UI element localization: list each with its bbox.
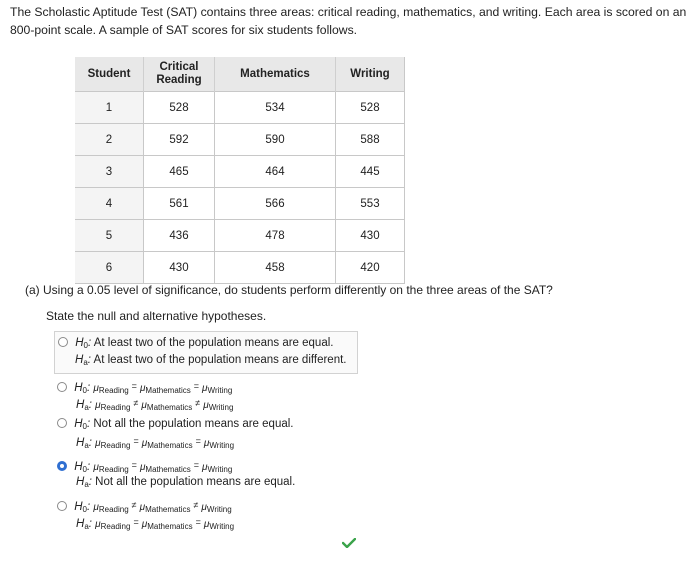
not-equal-sign: ≠ (193, 500, 199, 510)
cell-writing: 528 (336, 92, 405, 124)
option-3-h0-text: Not all the population means are equal. (93, 418, 294, 430)
hypothesis-option-1[interactable] (54, 331, 358, 374)
mu-reading: $\mu_{Reading}$ (95, 400, 131, 412)
equals-sign: = (193, 460, 200, 470)
table-row (75, 252, 405, 284)
mu-writing: $\mu_{Writing}$ (202, 383, 233, 395)
h0-label: $H_0$: (74, 501, 91, 514)
option-1-h0-text: At least two of the population means are equal. (93, 337, 334, 349)
cell-student: 4 (75, 188, 144, 220)
mu-reading: $\mu_{Reading}$ (95, 438, 131, 450)
mu-mathematics: $\mu_{Mathematics}$ (141, 400, 193, 412)
table-row (75, 188, 405, 220)
equals-sign: = (195, 517, 201, 527)
not-equal-sign: ≠ (133, 398, 139, 408)
cell-math: 566 (215, 188, 336, 220)
ha-label: $H_a$: (76, 399, 92, 412)
cell-writing: 430 (336, 220, 405, 252)
mu-writing: $\mu_{Writing}$ (201, 502, 232, 514)
header-student: Student (75, 57, 144, 92)
mu-mathematics: $\mu_{Mathematics}$ (141, 519, 193, 531)
cell-student: 3 (75, 156, 144, 188)
mu-mathematics: $\mu_{Mathematics}$ (141, 438, 193, 450)
cell-student: 5 (75, 220, 144, 252)
h0-label: $H_0$: (74, 382, 91, 395)
equals-sign: = (193, 381, 200, 391)
header-critical-reading (144, 57, 215, 92)
state-hypotheses-prompt: State the null and alternative hypotheses. (46, 309, 267, 323)
cell-reading: 430 (144, 252, 215, 284)
cell-student: 6 (75, 252, 144, 284)
h0-label: $H_0$: (75, 337, 92, 350)
cell-math: 590 (215, 124, 336, 156)
mu-reading: $\mu_{Reading}$ (93, 462, 129, 474)
mu-mathematics: $\mu_{Mathematics}$ (139, 462, 191, 474)
table-row (75, 92, 405, 124)
cell-writing: 420 (336, 252, 405, 284)
h0-label: $H_0$: (74, 461, 91, 474)
cell-reading: 528 (144, 92, 215, 124)
equals-sign: = (133, 517, 139, 527)
header-mathematics: Mathematics (215, 57, 336, 92)
hypothesis-option-4[interactable] (57, 457, 295, 491)
hypothesis-option-3[interactable] (57, 416, 293, 450)
table-header-row (75, 57, 405, 92)
question-a: (a) Using a 0.05 level of significance, do students perform differently on the three areas of the SAT? (25, 283, 553, 297)
radio-option-2[interactable] (57, 382, 67, 392)
equals-sign: = (131, 381, 137, 391)
header-reading-text: Reading (156, 74, 202, 86)
cell-student: 1 (75, 92, 144, 124)
header-writing: Writing (336, 57, 405, 92)
table-row (75, 156, 405, 188)
mu-reading: $\mu_{Reading}$ (95, 519, 131, 531)
mu-writing: $\mu_{Writing}$ (203, 400, 234, 412)
cell-reading: 592 (144, 124, 215, 156)
cell-writing: 445 (336, 156, 405, 188)
equals-sign: = (131, 460, 137, 470)
mu-writing: $\mu_{Writing}$ (203, 438, 235, 450)
option-4-ha-text: Not all the population means are equal. (95, 476, 296, 488)
hypothesis-option-2[interactable] (57, 378, 233, 412)
correct-checkmark-icon (342, 538, 356, 548)
mu-reading: $\mu_{Reading}$ (93, 383, 129, 395)
table-row (75, 220, 405, 252)
cell-reading: 561 (144, 188, 215, 220)
mu-mathematics: $\mu_{Mathematics}$ (139, 502, 191, 514)
cell-reading: 465 (144, 156, 215, 188)
sat-scores-table (75, 57, 405, 284)
ha-label: $H_a$: (76, 437, 92, 450)
cell-writing: 588 (336, 124, 405, 156)
hypothesis-option-5[interactable] (57, 497, 234, 531)
radio-option-3[interactable] (57, 418, 67, 428)
cell-reading: 436 (144, 220, 215, 252)
mu-mathematics: $\mu_{Mathematics}$ (139, 383, 191, 395)
ha-label: $H_a$: (76, 476, 92, 489)
not-equal-sign: ≠ (195, 398, 201, 408)
cell-math: 464 (215, 156, 336, 188)
mu-reading: $\mu_{Reading}$ (93, 502, 129, 514)
option-1-ha-text: At least two of the population means are different. (93, 354, 347, 366)
cell-math: 478 (215, 220, 336, 252)
problem-intro: The Scholastic Aptitude Test (SAT) contains three areas: critical reading, mathematics, and writing. Each area is scored on an 800-point scale. A sample of SAT scores for six students follows. (10, 5, 687, 37)
equals-sign: = (133, 436, 139, 446)
h0-label: $H_0$: (74, 418, 91, 431)
table-row (75, 124, 405, 156)
ha-label: $H_a$: (76, 518, 92, 531)
radio-option-4-selected[interactable] (57, 461, 67, 471)
cell-math: 534 (215, 92, 336, 124)
header-critical-text: Critical (159, 61, 199, 73)
cell-math: 458 (215, 252, 336, 284)
ha-label: $H_a$: (75, 354, 91, 367)
mu-writing: $\mu_{Writing}$ (203, 519, 235, 531)
equals-sign: = (195, 436, 201, 446)
radio-option-1[interactable] (58, 337, 68, 347)
not-equal-sign: ≠ (131, 500, 137, 510)
mu-writing: $\mu_{Writing}$ (202, 462, 233, 474)
radio-option-5[interactable] (57, 501, 67, 511)
cell-writing: 553 (336, 188, 405, 220)
cell-student: 2 (75, 124, 144, 156)
